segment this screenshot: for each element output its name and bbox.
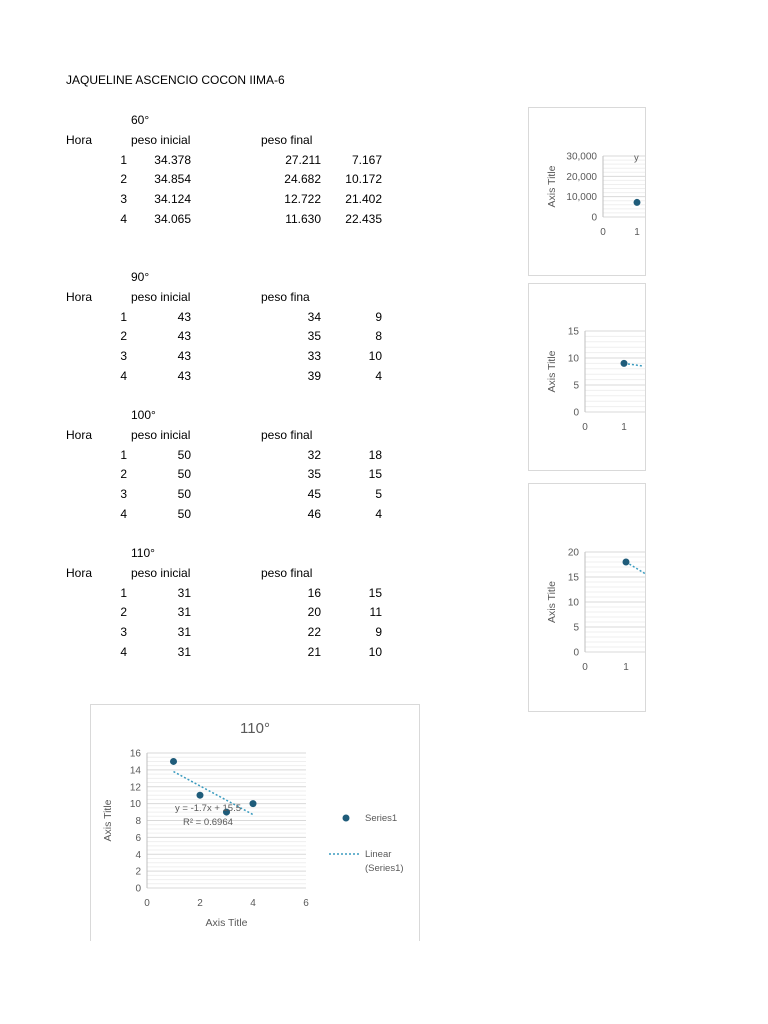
cell-peso-inicial: 50	[177, 467, 191, 481]
cell-diferencia: 10	[368, 645, 382, 659]
cell-peso-inicial: 31	[177, 586, 191, 600]
column-header-peso-inicial: peso inicial	[131, 290, 191, 304]
cell-peso-final: 32	[307, 448, 321, 462]
cell-peso-final: 35	[307, 467, 321, 481]
y-axis-title: Axis Title	[102, 799, 114, 842]
chart-110-plot	[91, 705, 419, 941]
cell-peso-final: 27.211	[285, 153, 321, 167]
cell-diferencia: 9	[375, 310, 382, 324]
x-tick-label: 0	[600, 227, 606, 238]
y-tick-label: 20	[567, 547, 579, 559]
cell-hora: 3	[120, 349, 127, 363]
temperature-label: 110°	[131, 546, 155, 560]
column-header-hora: Hora	[66, 133, 93, 147]
cell-peso-inicial: 50	[177, 487, 191, 501]
y-tick-label: 4	[135, 849, 141, 861]
cell-peso-inicial: 31	[177, 645, 191, 659]
cell-hora: 2	[120, 172, 127, 186]
cell-diferencia: 10	[368, 349, 382, 363]
data-point	[634, 199, 641, 206]
x-tick-label: 0	[582, 422, 588, 433]
cell-hora: 2	[120, 467, 127, 481]
chart-90[interactable]	[528, 283, 646, 471]
cell-hora: 4	[120, 212, 127, 226]
cell-hora: 1	[120, 448, 127, 462]
cell-peso-final: 21	[307, 645, 321, 659]
data-point	[197, 792, 204, 799]
cell-peso-inicial: 50	[177, 507, 191, 521]
cell-peso-final: 33	[307, 349, 321, 363]
x-tick-label: 1	[623, 662, 629, 673]
cell-diferencia: 8	[375, 329, 382, 343]
cell-peso-inicial: 34.124	[154, 192, 191, 206]
y-tick-label: 5	[573, 380, 579, 392]
cell-peso-final: 34	[307, 310, 321, 324]
y-tick-label: 0	[573, 647, 579, 659]
cell-peso-final: 39	[307, 369, 321, 383]
cell-peso-final: 35	[307, 329, 321, 343]
cell-diferencia: 15	[368, 467, 382, 481]
cell-peso-final: 16	[307, 586, 321, 600]
cell-diferencia: 18	[368, 448, 382, 462]
cell-peso-inicial: 34.854	[154, 172, 191, 186]
column-header-peso-final: peso final	[261, 428, 313, 442]
cell-peso-inicial: 50	[177, 448, 191, 462]
y-axis-title: Axis Title	[546, 350, 558, 393]
cell-hora: 4	[120, 645, 127, 659]
chart-60-plot	[529, 108, 645, 275]
cell-diferencia: 9	[375, 625, 382, 639]
cell-peso-final: 22	[307, 625, 321, 639]
legend-label-linear-series: (Series1)	[365, 863, 404, 874]
cell-peso-final: 12.722	[284, 192, 321, 206]
y-tick-label: 14	[129, 765, 141, 777]
cell-hora: 1	[120, 310, 127, 324]
temperature-label: 100°	[131, 408, 156, 422]
data-point	[621, 360, 628, 367]
chart-90-plot	[529, 284, 645, 470]
legend-label-linear: Linear	[365, 849, 392, 860]
y-tick-label: 15	[567, 572, 579, 584]
data-point	[250, 800, 257, 807]
x-axis-title: Axis Title	[205, 917, 248, 929]
y-axis-title: Axis Title	[546, 580, 558, 624]
cell-diferencia: 21.402	[345, 192, 382, 206]
cell-hora: 4	[120, 507, 127, 521]
cell-hora: 3	[120, 192, 127, 206]
legend-label-series1: Series1	[365, 813, 398, 824]
cell-diferencia: 4	[375, 369, 382, 383]
cell-hora: 1	[120, 153, 127, 167]
y-tick-label: 0	[135, 883, 141, 895]
cell-diferencia: 7.167	[351, 153, 382, 167]
cell-hora: 4	[120, 369, 127, 383]
cell-peso-inicial: 43	[177, 369, 191, 383]
cell-hora: 3	[120, 625, 127, 639]
cell-diferencia: 15	[368, 586, 382, 600]
y-tick-label: 12	[129, 782, 141, 794]
cell-peso-inicial: 43	[177, 349, 191, 363]
x-tick-label: 1	[621, 422, 627, 433]
y-tick-label: 0	[591, 212, 597, 224]
column-header-hora: Hora	[66, 566, 93, 580]
cell-hora: 1	[120, 586, 127, 600]
y-tick-label: 6	[135, 832, 141, 844]
x-tick-label: 6	[303, 898, 309, 909]
cell-peso-inicial: 43	[177, 329, 191, 343]
chart-60[interactable]	[528, 107, 646, 276]
cell-peso-inicial: 34.378	[154, 153, 191, 167]
cell-peso-final: 11.630	[285, 212, 321, 226]
y-tick-label: 0	[573, 407, 579, 419]
cell-diferencia: 11	[369, 605, 382, 619]
cell-diferencia: 22.435	[345, 212, 382, 226]
chart-title: 110°	[240, 720, 270, 737]
cell-diferencia: 4	[375, 507, 382, 521]
y-tick-label: 10	[567, 597, 579, 609]
document-title: JAQUELINE ASCENCIO COCON IIMA-6	[66, 73, 285, 87]
cell-peso-final: 45	[307, 487, 321, 501]
cell-hora: 2	[120, 605, 127, 619]
chart-100[interactable]	[528, 483, 646, 712]
column-header-peso-final: peso final	[261, 133, 313, 147]
chart-110[interactable]	[90, 704, 420, 941]
column-header-hora: Hora	[66, 290, 93, 304]
data-point	[623, 559, 630, 566]
trendline-equation: y = -1.7x + 15.5	[175, 803, 242, 814]
cell-peso-final: 46	[307, 507, 321, 521]
cell-hora: 3	[120, 487, 127, 501]
cell-peso-final: 20	[307, 605, 321, 619]
column-header-peso-final: peso final	[261, 566, 313, 580]
cell-peso-inicial: 34.065	[154, 212, 191, 226]
cell-hora: 2	[120, 329, 127, 343]
temperature-label: 90°	[131, 270, 150, 284]
x-tick-label: 0	[582, 662, 588, 673]
cell-peso-final: 24.682	[284, 172, 321, 186]
column-header-peso-inicial: peso inicial	[131, 133, 191, 147]
x-tick-label: 1	[634, 227, 640, 238]
x-tick-label: 0	[144, 898, 150, 909]
chart-100-plot	[529, 484, 645, 711]
y-tick-label: 20,000	[566, 171, 597, 183]
y-tick-label: 16	[129, 748, 141, 760]
temperature-label: 60°	[131, 113, 150, 127]
y-tick-label: 8	[135, 816, 141, 827]
cell-peso-inicial: 31	[177, 625, 191, 639]
x-tick-label: 2	[197, 898, 203, 909]
y-tick-label: 5	[573, 622, 579, 634]
data-point	[170, 758, 177, 765]
column-header-peso-final: peso fina	[261, 290, 310, 304]
column-header-hora: Hora	[66, 428, 93, 442]
x-tick-label: 4	[250, 898, 256, 909]
trendline-equation: y	[634, 152, 639, 164]
cell-peso-inicial: 31	[177, 605, 191, 619]
cell-peso-inicial: 43	[177, 310, 191, 324]
cell-diferencia: 10.172	[345, 172, 382, 186]
y-axis-title: Axis Title	[546, 165, 558, 208]
y-tick-label: 15	[567, 326, 579, 338]
y-tick-label: 10,000	[566, 192, 597, 204]
column-header-peso-inicial: peso inicial	[131, 566, 191, 580]
legend-marker-series1	[343, 815, 350, 822]
y-tick-label: 30,000	[566, 151, 597, 163]
y-tick-label: 2	[135, 866, 141, 878]
r-squared-label: R² = 0.6964	[183, 817, 233, 828]
cell-diferencia: 5	[375, 487, 382, 501]
y-tick-label: 10	[129, 799, 141, 811]
column-header-peso-inicial: peso inicial	[131, 428, 191, 442]
y-tick-label: 10	[567, 353, 579, 365]
